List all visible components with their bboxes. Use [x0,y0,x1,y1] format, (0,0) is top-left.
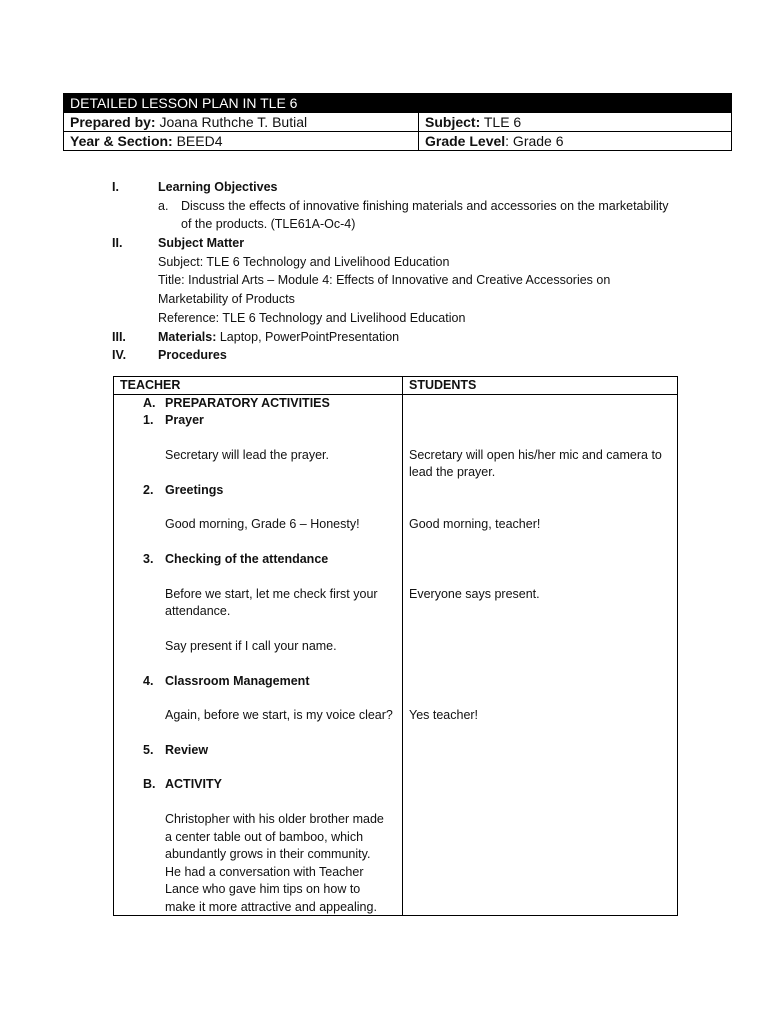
materials-line [158,328,399,347]
step-number: 4. [143,674,154,688]
teacher-line: Again, before we start, is my voice clear? [165,708,393,722]
section-heading: Subject Matter [158,236,245,251]
activity-line: Lance who gave him tips on how to [165,882,361,896]
teacher-line: Good morning, Grade 6 – Honesty! [165,517,360,531]
objective-text: Discuss the effects of innovative finishing materials and accessories on the marketability [181,198,669,213]
activity-line: a center table out of bamboo, which [165,830,364,844]
part-letter: A. [143,396,156,410]
student-line: Everyone says present. [409,587,540,601]
activity-line: Christopher with his older brother made [165,812,384,826]
teacher-line: Before we start, let me check first your [165,587,378,601]
roman-numeral: I. [112,180,119,194]
roman-numeral: III. [112,329,126,344]
student-line: Secretary will open his/her mic and camera to [409,448,662,462]
prepared-by-label: Prepared by: [70,113,156,130]
step-number: 5. [143,743,154,757]
title-line: Title: Industrial Arts – Module 4: Effects of Innovative and Creative Accessories on [158,273,611,288]
students-column-header: STUDENTS [403,377,678,395]
sub-letter: a. [158,198,169,213]
year-section-cell [64,132,419,151]
step-number: 1. [143,413,154,427]
year-section-label: Year & Section: [70,132,173,149]
subject-matter-title-continued [0,290,768,309]
subject-matter-subject [0,253,768,272]
subject-line: Subject: TLE 6 Technology and Livelihood Education [158,254,450,269]
part-letter: B. [143,777,156,791]
part-heading: PREPARATORY ACTIVITIES [165,396,330,410]
activity-line: abundantly grows in their community. [165,847,371,861]
subject-matter-reference [0,309,768,328]
students-column [403,395,678,916]
outline-item-subject-matter [0,234,768,253]
student-line: lead the prayer. [409,465,496,479]
prepared-by-cell [64,113,419,132]
procedures-table [113,376,678,916]
step-number: 2. [143,483,154,497]
teacher-line: attendance. [165,604,231,618]
teacher-column [114,395,403,916]
step-heading: Prayer [165,413,204,427]
activity-line: He had a conversation with Teacher [165,865,364,879]
section-heading: Procedures [158,348,227,363]
lesson-plan-header [63,93,732,151]
prepared-by-value: Joana Ruthche T. Butial [155,113,308,130]
student-line: Yes teacher! [409,708,479,722]
objective-text: of the products. (TLE61A-Oc-4) [181,217,356,232]
objective-a-continued [0,215,768,234]
part-heading: ACTIVITY [165,777,222,791]
objective-a [0,197,768,216]
subject-label: Subject: [425,113,481,130]
grade-level-cell [419,132,732,151]
step-heading: Checking of the attendance [165,552,329,566]
title-line: Marketability of Products [158,292,295,307]
step-heading: Greetings [165,483,224,497]
subject-cell [419,113,732,132]
outline-item-procedures [0,346,768,365]
teacher-line: Secretary will lead the prayer. [165,448,329,462]
activity-line: make it more attractive and appealing. [165,900,377,914]
materials-value: Laptop, PowerPointPresentation [216,329,400,344]
student-line: Good morning, teacher! [409,517,541,531]
step-heading: Review [165,743,209,757]
grade-level-value: : Grade 6 [505,132,564,149]
roman-numeral: II. [112,236,123,251]
outline-item-materials [0,328,768,347]
step-heading: Classroom Management [165,674,310,688]
teacher-column-header: TEACHER [114,377,403,395]
teacher-line: Say present if I call your name. [165,639,337,653]
subject-value: TLE 6 [480,113,522,130]
roman-numeral: IV. [112,348,127,363]
lesson-outline [0,178,768,365]
outline-item-objectives [0,178,768,197]
step-number: 3. [143,552,154,566]
materials-label: Materials: [158,329,217,344]
reference-line: Reference: TLE 6 Technology and Livelihood Education [158,310,466,325]
grade-level-label: Grade Level [425,132,506,149]
document-title: DETAILED LESSON PLAN IN TLE 6 [64,94,732,113]
section-heading: Learning Objectives [158,180,278,194]
subject-matter-title [0,271,768,290]
year-section-value: BEED4 [172,132,223,149]
